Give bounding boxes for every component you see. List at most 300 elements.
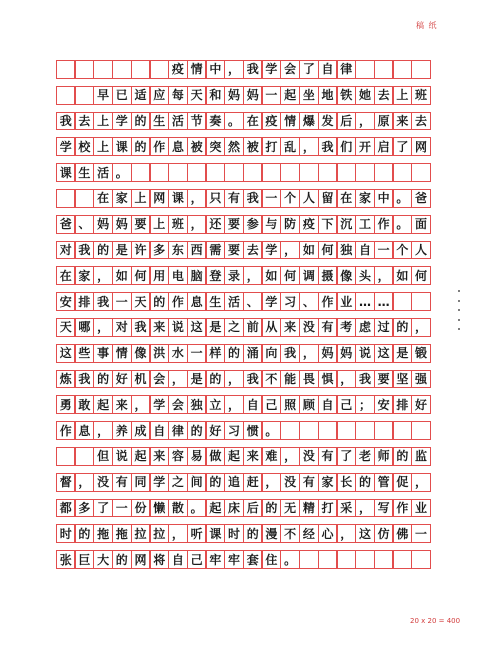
grid-cell: 我	[280, 344, 299, 363]
grid-cell: 留	[318, 189, 337, 208]
grid-cell: 多	[75, 499, 94, 518]
grid-cell: 养	[112, 421, 131, 440]
grid-cell: 生	[150, 112, 169, 131]
grid-cell: 的	[224, 344, 243, 363]
grid-cell	[150, 60, 169, 79]
grid-cell: 然	[224, 137, 243, 156]
grid-cell	[411, 421, 430, 440]
grid-cell: 在	[93, 189, 112, 208]
grid-cell: 作	[393, 499, 412, 518]
grid-cell: 好	[411, 395, 430, 414]
grid-cell: 惧	[318, 370, 337, 389]
grid-cell: 上	[393, 86, 412, 105]
grid-cell	[393, 421, 412, 440]
grid-cell: 妈	[112, 215, 131, 234]
grid-cell: 会	[150, 370, 169, 389]
grid-cell: 向	[262, 344, 281, 363]
grid-cell: ，	[93, 266, 112, 285]
grid-cell	[411, 292, 430, 311]
grid-cell: 打	[262, 137, 281, 156]
grid-cell: 情	[112, 344, 131, 363]
grid-cell: 不	[280, 524, 299, 543]
grid-cell: 原	[374, 112, 393, 131]
grid-cell	[299, 421, 318, 440]
grid-cell: 都	[56, 499, 75, 518]
grid-cell: 洪	[150, 344, 169, 363]
grid-cell	[93, 60, 112, 79]
grid-cell: ，	[337, 370, 356, 389]
grid-cell: ，	[374, 266, 393, 285]
grid-cell: 写	[374, 499, 393, 518]
grid-cell: ，	[131, 395, 150, 414]
grid-cell: 好	[206, 421, 225, 440]
grid-cell: ，	[224, 60, 243, 79]
grid-cell	[75, 86, 94, 105]
grid-cell: 来	[112, 395, 131, 414]
grid-cell: 登	[206, 266, 225, 285]
grid-cell: 作	[150, 137, 169, 156]
grid-cell: ，	[299, 344, 318, 363]
grid-cell: 炼	[56, 370, 75, 389]
grid-cell: 疫	[299, 215, 318, 234]
grid-cell: 这	[374, 344, 393, 363]
grid-cell: 好	[112, 370, 131, 389]
grid-cell	[224, 163, 243, 182]
grid-cell: 电	[168, 266, 187, 285]
grid-cell: ，	[168, 524, 187, 543]
grid-cell: 后	[337, 112, 356, 131]
grid-cell: 习	[280, 292, 299, 311]
grid-cell: 要	[374, 370, 393, 389]
grid-cell: ，	[355, 112, 374, 131]
grid-cell: 会	[168, 395, 187, 414]
grid-cell	[337, 163, 356, 182]
grid-cell: 听	[187, 524, 206, 543]
grid-cell: 排	[393, 395, 412, 414]
grid-cell: 习	[224, 421, 243, 440]
grid-cell: 情	[280, 112, 299, 131]
grid-cell: 。	[112, 163, 131, 182]
grid-cell: 打	[318, 499, 337, 518]
grid-cell: 做	[206, 447, 225, 466]
grid-cell: ，	[243, 266, 262, 285]
grid-cell: 活	[224, 292, 243, 311]
grid-cell: 我	[243, 60, 262, 79]
grid-cell: 无	[280, 499, 299, 518]
grid-cell: 心	[318, 524, 337, 543]
grid-cell: 中	[206, 60, 225, 79]
grid-cell: 之	[224, 318, 243, 337]
grid-cell: 开	[355, 137, 374, 156]
grid-cell: 录	[224, 266, 243, 285]
grid-cell: 漫	[262, 524, 281, 543]
grid-cell: 爸	[411, 189, 430, 208]
grid-cell: 作	[168, 292, 187, 311]
grid-cell: 律	[168, 421, 187, 440]
grid-cell: 学	[262, 241, 281, 260]
grid-cell: ，	[168, 370, 187, 389]
grid-cell: 学	[56, 137, 75, 156]
grid-cell: 己	[262, 395, 281, 414]
grid-cell: 管	[374, 473, 393, 492]
grid-cell	[355, 163, 374, 182]
grid-cell	[374, 60, 393, 79]
grid-cell: 学	[112, 112, 131, 131]
grid-cell: 懒	[150, 499, 169, 518]
grid-row	[56, 370, 444, 389]
grid-cell: 头	[355, 266, 374, 285]
grid-cell	[374, 421, 393, 440]
grid-cell: 难	[262, 447, 281, 466]
grid-cell: 她	[355, 86, 374, 105]
grid-cell	[243, 163, 262, 182]
grid-cell: 已	[112, 86, 131, 105]
grid-cell: 妈	[337, 344, 356, 363]
grid-row	[56, 395, 444, 414]
grid-cell: 是	[187, 370, 206, 389]
grid-cell: 我	[243, 370, 262, 389]
grid-cell: 课	[112, 137, 131, 156]
grid-cell	[56, 189, 75, 208]
grid-cell: 我	[355, 370, 374, 389]
grid-cell: 工	[355, 215, 374, 234]
grid-cell: 要	[224, 215, 243, 234]
grid-cell: 的	[206, 370, 225, 389]
grid-cell: 有	[224, 189, 243, 208]
grid-cell: 的	[131, 112, 150, 131]
grid-cell: 张	[56, 550, 75, 569]
grid-cell: 在	[243, 112, 262, 131]
grid-cell: 是	[206, 318, 225, 337]
grid-cell: 的	[75, 524, 94, 543]
grid-cell: 了	[393, 137, 412, 156]
grid-cell: 课	[168, 189, 187, 208]
grid-cell	[56, 86, 75, 105]
grid-cell	[318, 163, 337, 182]
grid-cell: 我	[243, 189, 262, 208]
grid-cell: 。	[393, 215, 412, 234]
grid-cell: 网	[411, 137, 430, 156]
grid-cell: 追	[224, 473, 243, 492]
grid-cell: 在	[56, 266, 75, 285]
grid-cell: 来	[150, 447, 169, 466]
grid-cell: 将	[150, 550, 169, 569]
grid-cell: 只	[206, 189, 225, 208]
grid-cell: 学	[262, 292, 281, 311]
grid-cell	[355, 421, 374, 440]
grid-cell: 课	[56, 163, 75, 182]
grid-cell: 生	[75, 163, 94, 182]
grid-cell: 如	[393, 266, 412, 285]
grid-cell: 节	[187, 112, 206, 131]
grid-cell: 自	[318, 60, 337, 79]
grid-cell	[337, 421, 356, 440]
grid-cell: 考	[337, 318, 356, 337]
grid-cell: 作	[318, 292, 337, 311]
grid-cell: 拖	[112, 524, 131, 543]
grid-cell	[280, 163, 299, 182]
grid-cell: 起	[206, 499, 225, 518]
grid-cell: 个	[393, 241, 412, 260]
paper-header-label: 稿 纸	[416, 21, 438, 30]
grid-row	[56, 241, 444, 260]
grid-cell: 易	[187, 447, 206, 466]
grid-cell: 师	[374, 447, 393, 466]
grid-cell: 生	[206, 292, 225, 311]
grid-cell: 。	[187, 499, 206, 518]
grid-cell: 有	[318, 447, 337, 466]
grid-cell: 、	[243, 292, 262, 311]
grid-row	[56, 292, 444, 311]
grid-cell: 但	[93, 447, 112, 466]
grid-cell: ，	[224, 395, 243, 414]
grid-cell: 妈	[243, 86, 262, 105]
grid-row	[56, 318, 444, 337]
grid-cell: 下	[318, 215, 337, 234]
grid-cell: 参	[243, 215, 262, 234]
grid-cell: 疫	[262, 112, 281, 131]
grid-cell: 促	[393, 473, 412, 492]
grid-cell: 有	[299, 473, 318, 492]
grid-cell: 。	[393, 189, 412, 208]
grid-cell: 锻	[411, 344, 430, 363]
grid-cell: 息	[187, 292, 206, 311]
grid-cell: 没	[299, 318, 318, 337]
grid-cell: 我	[93, 292, 112, 311]
grid-cell: 上	[93, 137, 112, 156]
grid-cell: 东	[168, 241, 187, 260]
grid-cell: 适	[131, 86, 150, 105]
grid-cell: 去	[374, 86, 393, 105]
grid-cell: 的	[93, 370, 112, 389]
grid-cell: 要	[224, 241, 243, 260]
grid-cell	[299, 550, 318, 569]
grid-cell	[299, 163, 318, 182]
grid-cell: 机	[131, 370, 150, 389]
grid-cell	[75, 60, 94, 79]
grid-cell: 奏	[206, 112, 225, 131]
grid-cell: 爸	[56, 215, 75, 234]
grid-cell: 床	[224, 499, 243, 518]
grid-cell	[411, 550, 430, 569]
grid-cell: 中	[374, 189, 393, 208]
grid-cell: 后	[243, 499, 262, 518]
grid-cell: 调	[299, 266, 318, 285]
grid-cell: 一	[262, 86, 281, 105]
grid-row	[56, 344, 444, 363]
grid-cell: 早	[93, 86, 112, 105]
grid-cell: 自	[150, 421, 169, 440]
grid-cell: 照	[280, 395, 299, 414]
grid-cell: 份	[131, 499, 150, 518]
grid-cell: 的	[355, 473, 374, 492]
grid-cell	[374, 163, 393, 182]
grid-cell: 自	[168, 550, 187, 569]
grid-cell: 网	[150, 189, 169, 208]
grid-cell: 同	[131, 473, 150, 492]
grid-cell	[112, 60, 131, 79]
grid-cell: 一	[112, 499, 131, 518]
grid-cell: 课	[206, 524, 225, 543]
grid-cell: 应	[150, 86, 169, 105]
grid-cell: 前	[243, 318, 262, 337]
grid-cell: …	[355, 292, 374, 311]
grid-cell: 网	[131, 550, 150, 569]
grid-cell: 人	[411, 241, 430, 260]
grid-cell: 没	[299, 447, 318, 466]
grid-cell: 业	[411, 499, 430, 518]
grid-cell: 容	[168, 447, 187, 466]
grid-cell: 样	[206, 344, 225, 363]
grid-cell: 顾	[299, 395, 318, 414]
grid-cell: 沉	[337, 215, 356, 234]
grid-cell: 督	[56, 473, 75, 492]
grid-cell: 没	[280, 473, 299, 492]
grid-cell: 住	[262, 550, 281, 569]
grid-cell	[131, 60, 150, 79]
grid-cell: 何	[280, 266, 299, 285]
grid-cell: 时	[56, 524, 75, 543]
grid-cell: 乱	[280, 137, 299, 156]
grid-cell: 、	[75, 215, 94, 234]
grid-cell: 一	[374, 241, 393, 260]
grid-cell: 哪	[75, 318, 94, 337]
grid-cell: 上	[131, 189, 150, 208]
grid-cell: 勇	[56, 395, 75, 414]
grid-cell: 妈	[93, 215, 112, 234]
grid-row	[56, 86, 444, 105]
grid-cell: 多	[150, 241, 169, 260]
grid-cell: 律	[337, 60, 356, 79]
grid-cell: 来	[150, 318, 169, 337]
grid-cell: 的	[393, 318, 412, 337]
grid-cell: 自	[355, 241, 374, 260]
grid-cell: 拉	[150, 524, 169, 543]
grid-cell	[393, 292, 412, 311]
grid-cell: 时	[224, 524, 243, 543]
grid-cell: 了	[93, 499, 112, 518]
grid-cell: 有	[318, 318, 337, 337]
grid-cell: 像	[131, 344, 150, 363]
grid-cell: 来	[393, 112, 412, 131]
grid-cell: 己	[187, 550, 206, 569]
grid-cell: 作	[374, 215, 393, 234]
grid-cell: 了	[337, 447, 356, 466]
grid-cell: 一	[187, 344, 206, 363]
grid-cell: 家	[318, 473, 337, 492]
grid-cell	[280, 421, 299, 440]
grid-cell: 巨	[75, 550, 94, 569]
grid-cell: 。	[280, 550, 299, 569]
grid-cell: 的	[112, 550, 131, 569]
grid-cell: 牢	[206, 550, 225, 569]
grid-cell: ，	[411, 473, 430, 492]
grid-cell: 西	[187, 241, 206, 260]
grid-cell: 像	[337, 266, 356, 285]
grid-cell: ，	[93, 421, 112, 440]
grid-cell: 不	[262, 370, 281, 389]
grid-cell: 何	[131, 266, 150, 285]
grid-cell	[168, 163, 187, 182]
grid-cell: 这	[187, 318, 206, 337]
grid-cell: 一	[411, 524, 430, 543]
grid-cell: 水	[168, 344, 187, 363]
grid-cell: 能	[280, 370, 299, 389]
grid-cell: 是	[393, 344, 412, 363]
grid-cell: 自	[243, 395, 262, 414]
grid-cell	[411, 60, 430, 79]
grid-cell: 有	[112, 473, 131, 492]
grid-cell: 去	[243, 241, 262, 260]
grid-cell: 还	[206, 215, 225, 234]
grid-row	[56, 266, 444, 285]
grid-cell: 散	[168, 499, 187, 518]
grid-cell: 来	[280, 318, 299, 337]
grid-cell: 我	[318, 137, 337, 156]
grid-cell: 一	[262, 189, 281, 208]
grid-cell: 的	[206, 473, 225, 492]
grid-cell: 上	[93, 112, 112, 131]
grid-cell: 防	[280, 215, 299, 234]
grid-cell	[187, 163, 206, 182]
grid-cell	[393, 163, 412, 182]
grid-cell: 活	[93, 163, 112, 182]
grid-cell: 要	[131, 215, 150, 234]
grid-cell: 拉	[131, 524, 150, 543]
grid-row	[56, 137, 444, 156]
grid-cell: 的	[243, 524, 262, 543]
grid-cell: ，	[411, 318, 430, 337]
grid-cell: 家	[112, 189, 131, 208]
grid-cell: 我	[131, 318, 150, 337]
grid-cell: 如	[112, 266, 131, 285]
grid-row	[56, 473, 444, 492]
grid-cell: 的	[131, 137, 150, 156]
grid-cell: 和	[206, 86, 225, 105]
grid-cell: 妈	[224, 86, 243, 105]
grid-cell: 摄	[318, 266, 337, 285]
grid-cell: 排	[75, 292, 94, 311]
grid-cell	[262, 163, 281, 182]
grid-cell: ，	[337, 524, 356, 543]
grid-cell: 妈	[318, 344, 337, 363]
grid-cell: 对	[112, 318, 131, 337]
grid-cell: 过	[374, 318, 393, 337]
grid-cell: 去	[411, 112, 430, 131]
grid-cell: 立	[206, 395, 225, 414]
grid-cell: 之	[168, 473, 187, 492]
grid-cell: 的	[393, 447, 412, 466]
grid-cell: 说	[355, 344, 374, 363]
grid-cell: 在	[337, 189, 356, 208]
grid-cell: 独	[187, 395, 206, 414]
grid-row	[56, 112, 444, 131]
grid-cell	[393, 60, 412, 79]
grid-cell	[75, 189, 94, 208]
grid-cell: 大	[93, 550, 112, 569]
grid-cell: 虑	[355, 318, 374, 337]
grid-cell: 启	[374, 137, 393, 156]
grid-cell: 长	[337, 473, 356, 492]
grid-row	[56, 215, 444, 234]
grid-cell: 班	[168, 215, 187, 234]
grid-cell: 对	[56, 241, 75, 260]
grid-cell: 用	[150, 266, 169, 285]
grid-cell: 的	[187, 421, 206, 440]
grid-cell: 成	[131, 421, 150, 440]
grid-cell: 如	[299, 241, 318, 260]
grid-cell: 牢	[224, 550, 243, 569]
